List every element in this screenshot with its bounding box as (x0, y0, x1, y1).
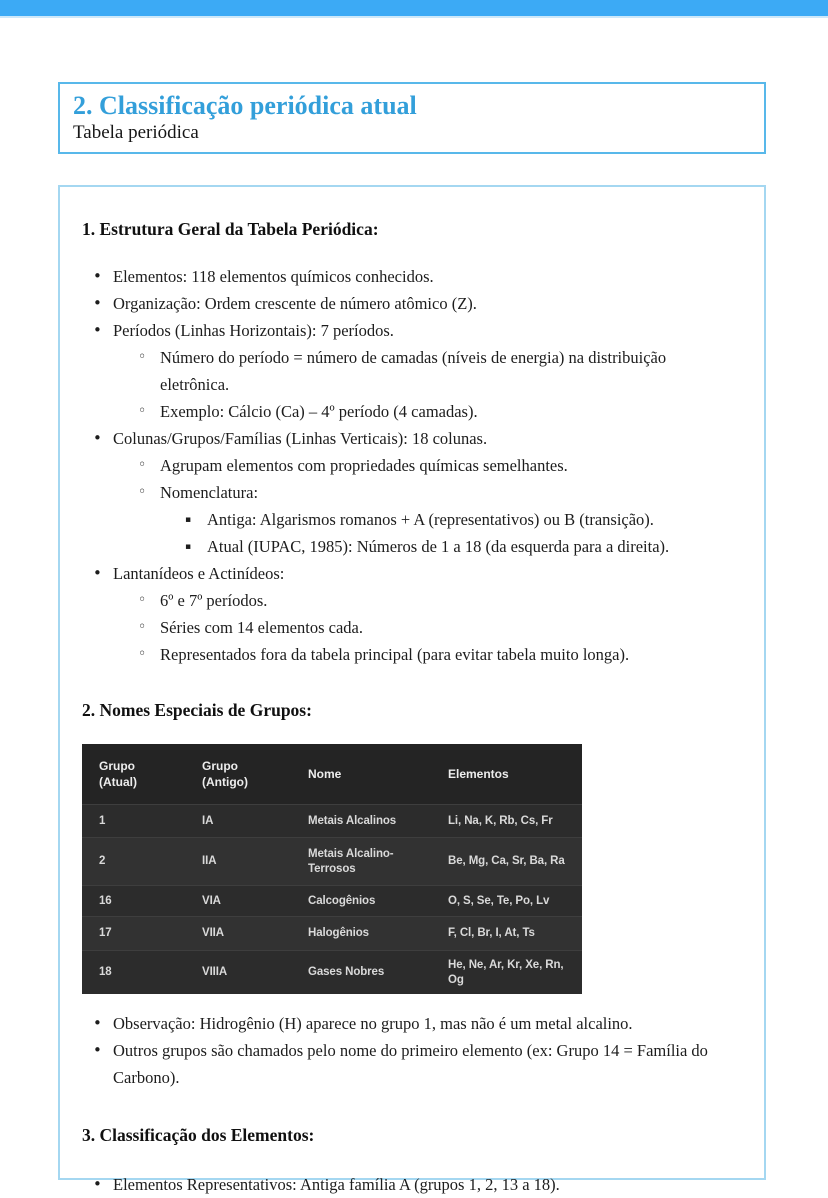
bullet-icon (93, 1037, 102, 1064)
bullet-icon (93, 290, 102, 317)
list-item-text: 6º e 7º períodos. (160, 591, 268, 610)
list-item (82, 560, 734, 587)
table-cell: F, Cl, Br, I, At, Ts (448, 927, 535, 939)
bullet-icon (93, 263, 102, 290)
bullet-icon (93, 1010, 102, 1037)
list-item-text: Outros grupos são chamados pelo nome do primeiro elemento (ex: Grupo 14 = Família do Carbono). (113, 1041, 708, 1087)
list-item-text: Colunas/Grupos/Famílias (Linhas Verticais): 18 colunas. (113, 429, 488, 448)
list-item (82, 1171, 734, 1198)
list-item-text: Agrupam elementos com propriedades químicas semelhantes. (160, 456, 568, 475)
list-item (82, 1037, 734, 1091)
circle-bullet-icon (138, 614, 146, 641)
table-body (82, 804, 582, 994)
square-bullet-icon (185, 534, 191, 561)
table-cell: VIIIA (202, 966, 228, 978)
list-item (82, 452, 734, 479)
circle-bullet-icon (138, 479, 146, 506)
table-cell: 16 (99, 894, 112, 907)
table-cell: He, Ne, Ar, Kr, Xe, Rn, Og (448, 958, 564, 986)
section-heading-2: 2. Nomes Especiais de Grupos: (82, 700, 312, 720)
table-cell: IIA (202, 855, 217, 867)
list-item-text: Séries com 14 elementos cada. (160, 618, 363, 637)
page-top-accent-bar (0, 0, 828, 18)
list-item-text: Observação: Hidrogênio (H) aparece no grupo 1, mas não é um metal alcalino. (113, 1014, 633, 1033)
list-item-text: Organização: Ordem crescente de número atômico (Z). (113, 294, 477, 313)
circle-bullet-icon (138, 344, 146, 371)
list-item (82, 641, 734, 668)
table-cell: 2 (99, 855, 106, 867)
list-item (82, 1010, 734, 1037)
table-cell: VIA (202, 894, 221, 907)
section-1-list (82, 263, 734, 668)
list-item (82, 479, 734, 506)
list-item-text: Elementos: 118 elementos químicos conhecidos. (113, 267, 434, 286)
table-cell: Metais Alcalinos (308, 814, 397, 827)
section-3-list (82, 1171, 734, 1198)
table-cell: Metais Alcalino-Terrosos (308, 847, 394, 875)
table-row (82, 885, 582, 916)
list-item (82, 425, 734, 452)
list-item (82, 344, 734, 398)
table-cell: Calcogênios (308, 894, 376, 907)
table-header-row (82, 744, 582, 804)
table-row (82, 804, 582, 837)
list-item (82, 614, 734, 641)
table-row (82, 950, 582, 994)
list-item-text: Número do período = número de camadas (níveis de energia) na distribuição eletrônica. (160, 348, 667, 394)
bullet-icon (93, 1171, 102, 1198)
circle-bullet-icon (138, 587, 146, 614)
column-header: Grupo (Atual) (99, 759, 137, 789)
bullet-icon (93, 425, 102, 452)
table-cell: Halogênios (308, 927, 369, 939)
table-cell: O, S, Se, Te, Po, Lv (448, 894, 550, 907)
square-bullet-icon (185, 507, 191, 534)
list-item-text: Atual (IUPAC, 1985): Números de 1 a 18 (da esquerda para a direita). (207, 537, 670, 556)
bullet-icon (93, 317, 102, 344)
table-cell: Gases Nobres (308, 966, 385, 978)
table-row (82, 916, 582, 950)
list-item-text: Nomenclatura: (160, 483, 259, 502)
table-cell: IA (202, 814, 214, 827)
page-title: 2. Classificação periódica atual (73, 91, 417, 120)
section-heading-1: 1. Estrutura Geral da Tabela Periódica: (82, 219, 379, 239)
column-header: Elementos (448, 767, 509, 781)
list-item-text: Períodos (Linhas Horizontais): 7 períodos. (113, 321, 394, 340)
table-cell: VIIA (202, 927, 224, 939)
bullet-icon (93, 560, 102, 587)
page-subtitle: Tabela periódica (73, 122, 199, 143)
circle-bullet-icon (138, 641, 146, 668)
section-heading-3: 3. Classificação dos Elementos: (82, 1125, 315, 1145)
title-card (58, 82, 766, 154)
list-item-text: Exemplo: Cálcio (Ca) – 4º período (4 camadas). (160, 402, 478, 421)
column-header: Grupo (Antigo) (202, 759, 248, 789)
circle-bullet-icon (138, 452, 146, 479)
list-item (82, 398, 734, 425)
list-item-text: Elementos Representativos: Antiga família A (grupos 1, 2, 13 a 18). (113, 1175, 560, 1194)
table-cell: 1 (99, 814, 106, 827)
list-item (82, 506, 734, 533)
list-item (82, 587, 734, 614)
list-item (82, 317, 734, 344)
column-header: Nome (308, 767, 342, 781)
table-cell: 18 (99, 966, 112, 978)
content-body (60, 187, 764, 1198)
list-item-text: Lantanídeos e Actinídeos: (113, 564, 285, 583)
table-cell: Li, Na, K, Rb, Cs, Fr (448, 814, 553, 827)
table-row (82, 837, 582, 885)
list-item-text: Antiga: Algarismos romanos + A (representativos) ou B (transição). (207, 510, 654, 529)
list-item (82, 533, 734, 560)
section-2-notes-list (82, 1010, 734, 1091)
list-item-text: Representados fora da tabela principal (para evitar tabela muito longa). (160, 645, 630, 664)
content-card (58, 185, 766, 1194)
table-cell: 17 (99, 927, 112, 939)
list-item (82, 290, 734, 317)
list-item (82, 263, 734, 290)
groups-table (82, 744, 582, 994)
circle-bullet-icon (138, 398, 146, 425)
table-cell: Be, Mg, Ca, Sr, Ba, Ra (448, 855, 565, 867)
